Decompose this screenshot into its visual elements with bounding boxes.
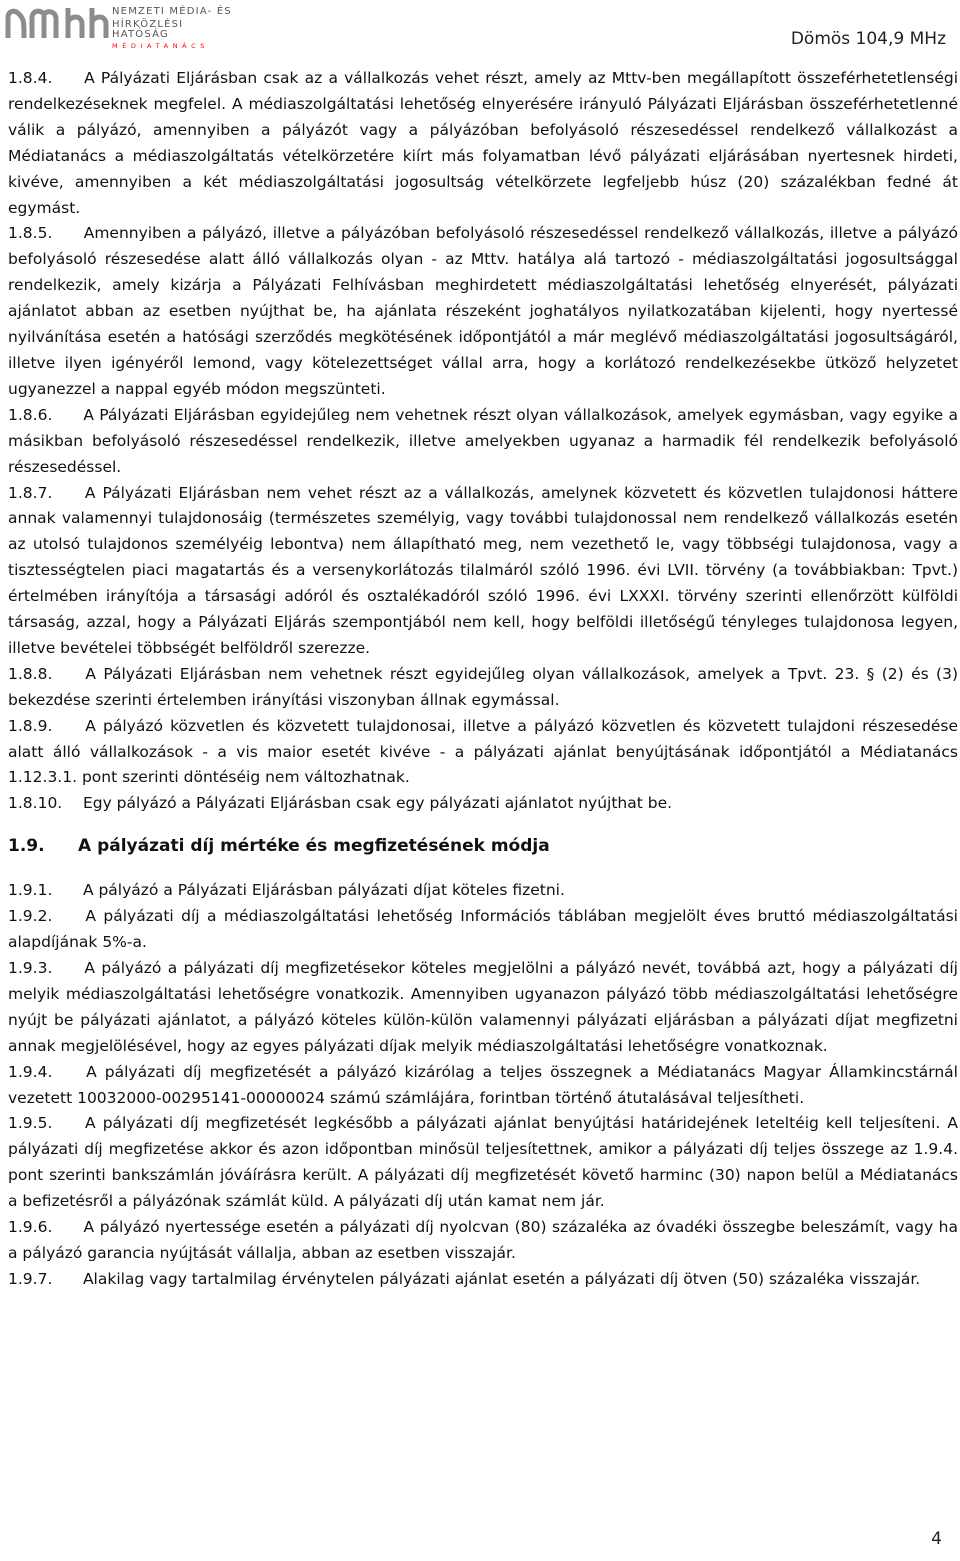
paragraph-1-9-7 bbox=[8, 1267, 958, 1293]
paragraph-text: A Pályázati Eljárásban nem vehetnek részt egyidejűleg olyan vállalkozások, amelyek a Tpvt. 23. § (2) és (3) bekezdése szerinti értelemben irányítási viszonyban állnak egymással. bbox=[8, 664, 958, 709]
paragraph-text: A Pályázati Eljárásban egyidejűleg nem vehetnek részt olyan vállalkozások, amelyek egymásban, vagy egyike a másikban befolyásoló részesedéssel rendelkezik, illetve amelyekben ugyanaz a harmadik fél rendelkezik befolyásoló részesedéssel. bbox=[8, 405, 958, 476]
paragraph-text: A pályázó a pályázati díj megfizetésekor köteles megjelölni a pályázó nevét, továbbá azt, hogy a pályázati díj melyik médiaszolgáltatási lehetőségre vonatkozik. Amennyiben ugyanazon pályázó több médiaszolgáltatási lehetőségre nyújt be pályázati ajánlatot, a pályázó köteles külön-külön valamennyi pályázati eljárásban a pályázati díjat megfizetni annak megjelölésével, hogy az egyes pályázati díjak melyik médiaszolgáltatási lehetőségre vonatkoznak. bbox=[8, 959, 958, 1055]
logo-line-1: NEMZETI MÉDIA- ÉS bbox=[112, 6, 232, 17]
paragraph-1-9-5 bbox=[8, 1111, 958, 1215]
paragraph-text: A pályázó a Pályázati Eljárásban pályázati díjat köteles fizetni. bbox=[82, 881, 565, 900]
paragraph-1-8-9 bbox=[8, 714, 958, 792]
section-title: A pályázati díj mértéke és megfizetésének módja bbox=[78, 836, 550, 857]
section-number: 1.9. bbox=[8, 836, 45, 857]
paragraph-1-8-4 bbox=[8, 66, 958, 221]
nmhh-logo bbox=[4, 4, 244, 50]
paragraph-number: 1.8.6. bbox=[8, 405, 53, 424]
paragraph-number: 1.9.3. bbox=[8, 959, 53, 977]
document-body bbox=[8, 66, 958, 1293]
paragraph-1-9-2 bbox=[8, 904, 958, 956]
paragraph-text: A pályázó közvetlen és közvetett tulajdonosai, illetve a pályázó közvetlen és közvetett tulajdoni részesedése alatt álló vállalkozások - a vis maior esetét kivéve - a pályázati ajánlat benyújtásának időpontjától a Médiatanács 1.12.3.1. pont szerinti döntéséig nem változhatnak. bbox=[8, 716, 958, 787]
paragraph-1-9-4 bbox=[8, 1060, 958, 1112]
paragraph-text: Alakilag vagy tartalmilag érvénytelen pályázati ajánlat esetén a pályázati díj ötven (50) százaléka visszajár. bbox=[82, 1269, 921, 1288]
paragraph-text: A pályázati díj a médiaszolgáltatási lehetőség Információs táblában megjelölt éves bruttó médiaszolgáltatási alapdíjának 5%-a. bbox=[8, 907, 958, 952]
paragraph-number: 1.8.4. bbox=[8, 69, 53, 87]
page-number: 4 bbox=[931, 1529, 942, 1549]
logo-line-3: MÉDIATANÁCS bbox=[112, 42, 209, 50]
paragraph-text: A Pályázati Eljárásban nem vehet részt az a vállalkozás, amelynek közvetett és közvetlen tulajdonosi háttere annak valamennyi tulajdonosáig (természetes személyig, vagy további tulajdonossal nem rendelkező vállalkozás esetén az utolsó tulajdonos személyéig lebontva) nem állapítható meg, nem vezethető le, vagy többségi tulajdonosa, vagy a tisztességtelen piaci magatartás és a versenykorlátozás tilalmáról szóló 1996. évi LVII. törvény (a továbbiakban: Tpvt.) értelmében irányítója a társasági adóról és osztalékadóról szóló 1996. évi LXXXI. törvény szerinti ellenőrzött külföldi társaság, azzal, hogy a Pályázati Eljárás szempontjából nem kell, hogy belföldi illetőségű tényleges tulajdonosa legyen, illetve bevételei többségét belföldről szerezze. bbox=[8, 483, 958, 657]
paragraph-number: 1.9.4. bbox=[8, 1062, 53, 1081]
paragraph-number: 1.8.10. bbox=[8, 794, 63, 813]
section-heading-1-9 bbox=[8, 833, 958, 859]
paragraph-text-before: A pályázati díj megfizetését a pályázó kizárólag a teljes összegnek a Médiatanács Magyar Államkincstárnál vezetett bbox=[8, 1062, 958, 1107]
paragraph-number: 1.9.2. bbox=[8, 907, 53, 926]
logo-line-2: HÍRKÖZLÉSI HATÓSÁG bbox=[112, 19, 184, 40]
nmhh-logo-mark-icon bbox=[4, 4, 110, 44]
station-frequency: Dömös 104,9 MHz bbox=[790, 29, 946, 49]
paragraph-number: 1.9.1. bbox=[8, 881, 53, 900]
bank-account-number: 10032000-00295141-00000024 bbox=[77, 1088, 325, 1107]
paragraph-number: 1.8.8. bbox=[8, 664, 53, 683]
paragraph-number: 1.8.7. bbox=[8, 483, 53, 502]
paragraph-1-8-5 bbox=[8, 221, 958, 402]
paragraph-text: Amennyiben a pályázó, illetve a pályázóban befolyásoló részesedéssel rendelkező vállalkozás, illetve a pályázó befolyásoló részesedése alatt álló vállalkozás olyan - az Mttv. hatálya alá tartozó - médiaszolgáltatási jogosultsággal rendelkezik, amely kizárja a Pályázati Felhívásban meghirdetett médiaszolgáltatási lehetőség elnyerését, pályázati ajánlatot abban az esetben nyújthat be, ha ajánlata részeként joghatályos nyilatkozatában kijelenti, hogy nyertessé nyilvánítása esetén a hatósági szerződés megkötésének időpontjától a már meglévő médiaszolgáltatási jogosultságáról, illetve ilyen igényéről lemond, vagy kötelezettséget vállal arra, hogy a korlátozó rendelkezésekbe ütköző helyzetet ugyanezzel a nappal egyéb módon megszünteti. bbox=[8, 224, 958, 398]
paragraph-number: 1.8.9. bbox=[8, 716, 53, 735]
paragraph-text-after: számú számlájára, forintban történő átutalásával teljesítheti. bbox=[324, 1088, 805, 1107]
paragraph-text: A pályázó nyertessége esetén a pályázati díj nyolcvan (80) százaléka az óvadéki összegbe beleszámít, vagy ha a pályázó garancia nyújtását vállalja, abban az esetben visszajár. bbox=[8, 1218, 958, 1262]
paragraph-number: 1.9.7. bbox=[8, 1269, 53, 1288]
paragraph-1-8-8 bbox=[8, 662, 958, 714]
paragraph-text: Egy pályázó a Pályázati Eljárásban csak egy pályázati ajánlatot nyújthat be. bbox=[82, 794, 673, 813]
paragraph-1-8-7 bbox=[8, 481, 958, 662]
paragraph-number: 1.8.5. bbox=[8, 224, 53, 243]
paragraph-number: 1.9.6. bbox=[8, 1218, 53, 1237]
paragraph-1-9-1 bbox=[8, 878, 958, 904]
paragraph-text: A pályázati díj megfizetését legkésőbb a pályázati ajánlat benyújtási határidejének leteltéig kell teljesíteni. A pályázati díj megfizetése akkor és azon időpontban minősül teljesítettnek, amikor a pályázati díj teljes összege az 1.9.4. pont szerinti bankszámlán jóváírásra került. A pályázati díj megfizetését követő harminc (30) napon belül a Médiatanács a befizetésről a pályázónak számlát küld. A pályázati díj után kamat nem jár. bbox=[8, 1114, 958, 1211]
logo-text bbox=[112, 7, 244, 50]
page-header bbox=[0, 0, 960, 58]
paragraph-1-9-3 bbox=[8, 956, 958, 1060]
paragraph-1-9-6 bbox=[8, 1215, 958, 1267]
paragraph-1-8-10 bbox=[8, 791, 958, 817]
paragraph-text: A Pályázati Eljárásban csak az a vállalkozás vehet részt, amely az Mttv-ben megállapított összeférhetetlenségi rendelkezéseknek megfelel. A médiaszolgáltatási lehetőség elnyerésére irányuló Pályázati Eljárásban összeférhetetlenné válik a pályázó, amennyiben a pályázót vagy a pályázóban befolyásoló részesedéssel rendelkező vállalkozást a Médiatanács a médiaszolgáltatás vételkörzetére kiírt más folyamatban lévő pályázati eljárásában nyertesnek hirdeti, kivéve, amennyiben a két médiaszolgáltatási jogosultság vételkörzete legfeljebb húsz (20) százalékban fedné át egymást. bbox=[8, 69, 958, 217]
paragraph-1-8-6 bbox=[8, 403, 958, 481]
paragraph-number: 1.9.5. bbox=[8, 1114, 53, 1133]
